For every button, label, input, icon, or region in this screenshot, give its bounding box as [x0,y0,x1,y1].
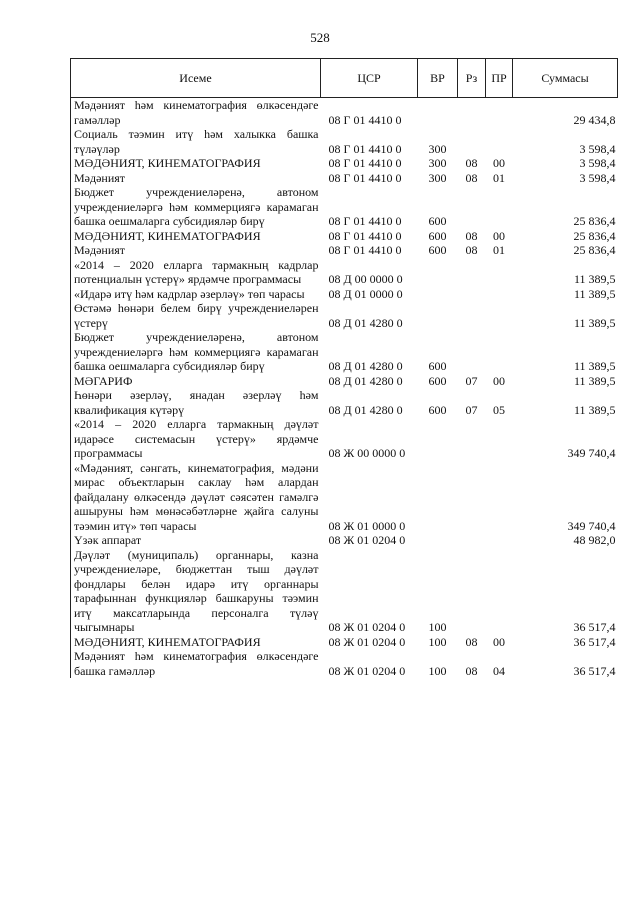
table-row [71,417,618,461]
cell-name: Өстәмә һөнәри белем бирү учреждениеләрен үстерү [71,301,321,330]
cell-sum: 29 434,8 [573,112,616,127]
table-row [71,301,618,330]
cell-sum: 36 517,4 [573,634,616,649]
cell-csr: 08 Д 01 4280 0 [328,402,403,417]
table-row [71,156,618,171]
cell-vr [418,417,458,461]
cell-pr: 00 [493,634,505,649]
table-row [71,388,618,417]
cell-sum: 349 740,4 [567,446,616,460]
cell-rz: 08 [465,156,478,170]
cell-csr: 08 Ж 01 0000 0 [328,518,406,533]
cell-vr: 600 [428,402,447,417]
cell-csr: 08 Ж 01 0204 0 [328,620,406,634]
cell-pr [486,330,513,374]
table-row [71,649,618,678]
cell-rz [458,417,486,461]
cell-name: МӘГАРИФ [71,374,321,389]
header-pr: ПР [486,59,513,98]
table-row [71,330,618,374]
cell-pr [486,461,513,534]
cell-vr: 300 [428,141,447,156]
cell-csr: 08 Д 01 0000 0 [328,286,403,301]
table-row [71,461,618,534]
cell-rz [458,185,486,229]
cell-vr: 300 [428,170,447,185]
table-row [71,127,618,156]
cell-rz [458,287,486,302]
table-row [71,287,618,302]
cell-vr: 600 [428,228,447,243]
cell-vr: 100 [428,620,447,634]
table-row [71,98,618,128]
cell-vr: 100 [428,634,447,649]
cell-rz [458,461,486,534]
table-row [71,229,618,244]
header-name: Исеме [71,59,321,98]
cell-name: Бюджет учреждениеләренә, автоном учреждениеләргә һәм коммерциягә карамаган башка оешмаларга субсидияләр бирү [71,185,321,229]
table-row [71,243,618,258]
table-row [71,185,618,229]
table-row [71,171,618,186]
cell-rz: 07 [465,373,478,388]
cell-rz: 08 [465,170,478,185]
cell-sum: 48 982,0 [573,533,616,547]
cell-sum: 11 389,5 [573,315,616,330]
cell-name: Мәдәният [71,171,321,186]
cell-rz [458,127,486,156]
cell-vr: 100 [428,663,447,678]
cell-csr: 08 Г 01 4410 0 [328,214,402,228]
cell-csr: 08 Д 01 4280 0 [328,373,403,388]
cell-sum: 11 389,5 [573,359,616,373]
cell-csr: 08 Г 01 4410 0 [328,112,402,127]
cell-rz: 08 [465,228,478,243]
cell-pr [486,417,513,461]
header-csr: ЦСР [321,59,418,98]
header-sum: Суммасы [513,59,618,98]
cell-pr [486,98,513,128]
cell-name: «Идарә итү һәм кадрлар әзерләү» төп чарасы [71,287,321,302]
cell-pr [486,185,513,229]
cell-vr [418,533,458,548]
cell-vr: 600 [428,243,447,257]
cell-csr: 08 Г 01 4410 0 [328,156,402,170]
cell-pr: 04 [493,663,505,678]
cell-sum: 25 836,4 [573,243,616,257]
table-row [71,548,618,635]
cell-name: Мәдәният [71,243,321,258]
cell-sum: 11 389,5 [573,373,616,388]
cell-name: «2014 – 2020 елларга тармакның дәүләт идарәсе системасын үстерү» ярдәмче программасы [71,417,321,461]
cell-csr: 08 Г 01 4410 0 [328,228,402,243]
cell-csr: 08 Ж 00 0000 0 [328,446,406,460]
cell-pr [486,287,513,302]
cell-pr: 05 [493,402,505,417]
cell-csr: 08 Г 01 4410 0 [328,243,402,257]
cell-name: МӘДӘНИЯТ, КИНЕМАТОГРАФИЯ [71,229,321,244]
cell-sum: 25 836,4 [573,228,616,243]
cell-rz [458,301,486,330]
header-rz: Рз [458,59,486,98]
table-header-row [71,59,618,98]
cell-pr: 01 [493,243,505,257]
cell-csr: 08 Г 01 4410 0 [328,141,402,156]
cell-pr [486,301,513,330]
cell-pr: 01 [493,170,505,185]
cell-sum: 3 598,4 [579,141,616,156]
cell-pr: 00 [493,228,505,243]
table-row [71,374,618,389]
cell-sum: 3 598,4 [579,170,616,185]
cell-name: «Мәдәният, сәнгать, кинематография, мәдәни мирас объектларын саклау һәм алардан файдалану өлкәсендә дәүләт сәясәтен гамәлгә ашыруны һәм мөнәсәбәтләрне җайга салуны тәэмин итү» төп чарасы [71,461,321,534]
table-row [71,635,618,650]
cell-rz [458,330,486,374]
budget-table [70,58,618,678]
cell-rz: 08 [465,243,478,257]
cell-sum: 3 598,4 [579,156,616,170]
cell-pr [486,258,513,287]
cell-sum: 11 389,5 [573,272,616,286]
cell-name: Мәдәният һәм кинематография өлкәсендәге башка гамәлләр [71,649,321,678]
cell-csr: 08 Ж 01 0204 0 [328,634,406,649]
cell-csr: 08 Ж 01 0204 0 [328,533,406,547]
cell-rz [458,258,486,287]
cell-sum: 36 517,4 [573,663,616,678]
cell-rz [458,548,486,635]
cell-vr [418,98,458,128]
cell-csr: 08 Д 01 4280 0 [328,315,403,330]
cell-name: Социаль тәэмин итү һәм халыкка башка түләүләр [71,127,321,156]
cell-vr [418,301,458,330]
cell-name: Мәдәният һәм кинематография өлкәсендәге гамәлләр [71,98,321,128]
header-vr: ВР [418,59,458,98]
cell-sum: 36 517,4 [573,620,616,634]
cell-csr: 08 Ж 01 0204 0 [328,663,406,678]
cell-name: Бюджет учреждениеләренә, автоном учреждениеләргә һәм коммерциягә карамаган башка оешмаларга субсидияләр бирү [71,330,321,374]
cell-vr [418,258,458,287]
cell-name: «2014 – 2020 елларга тармакның кадрлар потенциалын үстерү» ярдәмче программасы [71,258,321,287]
cell-name: Үзәк аппарат [71,533,321,548]
cell-name: Һөнәри әзерләү, янадан әзерләү һәм квалификация күтәрү [71,388,321,417]
cell-pr: 00 [493,373,505,388]
page-number: 528 [310,30,330,45]
cell-vr [418,287,458,302]
cell-sum: 349 740,4 [567,518,616,533]
cell-rz: 08 [465,634,478,649]
cell-sum: 11 389,5 [573,402,616,417]
cell-vr [418,461,458,534]
cell-sum: 11 389,5 [573,286,616,301]
cell-pr: 00 [493,156,505,170]
cell-vr: 600 [428,373,447,388]
cell-vr: 600 [428,214,447,228]
cell-csr: 08 Д 01 4280 0 [328,359,403,373]
cell-csr: 08 Г 01 4410 0 [328,170,402,185]
cell-pr [486,127,513,156]
cell-pr [486,533,513,548]
cell-rz [458,533,486,548]
cell-rz: 08 [465,663,478,678]
table-row [71,533,618,548]
cell-rz [458,98,486,128]
cell-vr: 300 [428,156,447,170]
table-row [71,258,618,287]
cell-rz: 07 [465,402,478,417]
cell-pr [486,548,513,635]
cell-name: Дәүләт (муниципаль) органнары, казна учреждениеләре, бюджеттан тыш дәүләт фондлары белән идарә итү органнары тарафыннан функцияләр башкаруны тәэмин итү максатларында персоналга түләү чыгымнары [71,548,321,635]
cell-name: МӘДӘНИЯТ, КИНЕМАТОГРАФИЯ [71,156,321,171]
cell-sum: 25 836,4 [573,214,616,228]
cell-name: МӘДӘНИЯТ, КИНЕМАТОГРАФИЯ [71,635,321,650]
cell-vr: 600 [428,359,447,373]
cell-csr: 08 Д 00 0000 0 [328,272,403,286]
